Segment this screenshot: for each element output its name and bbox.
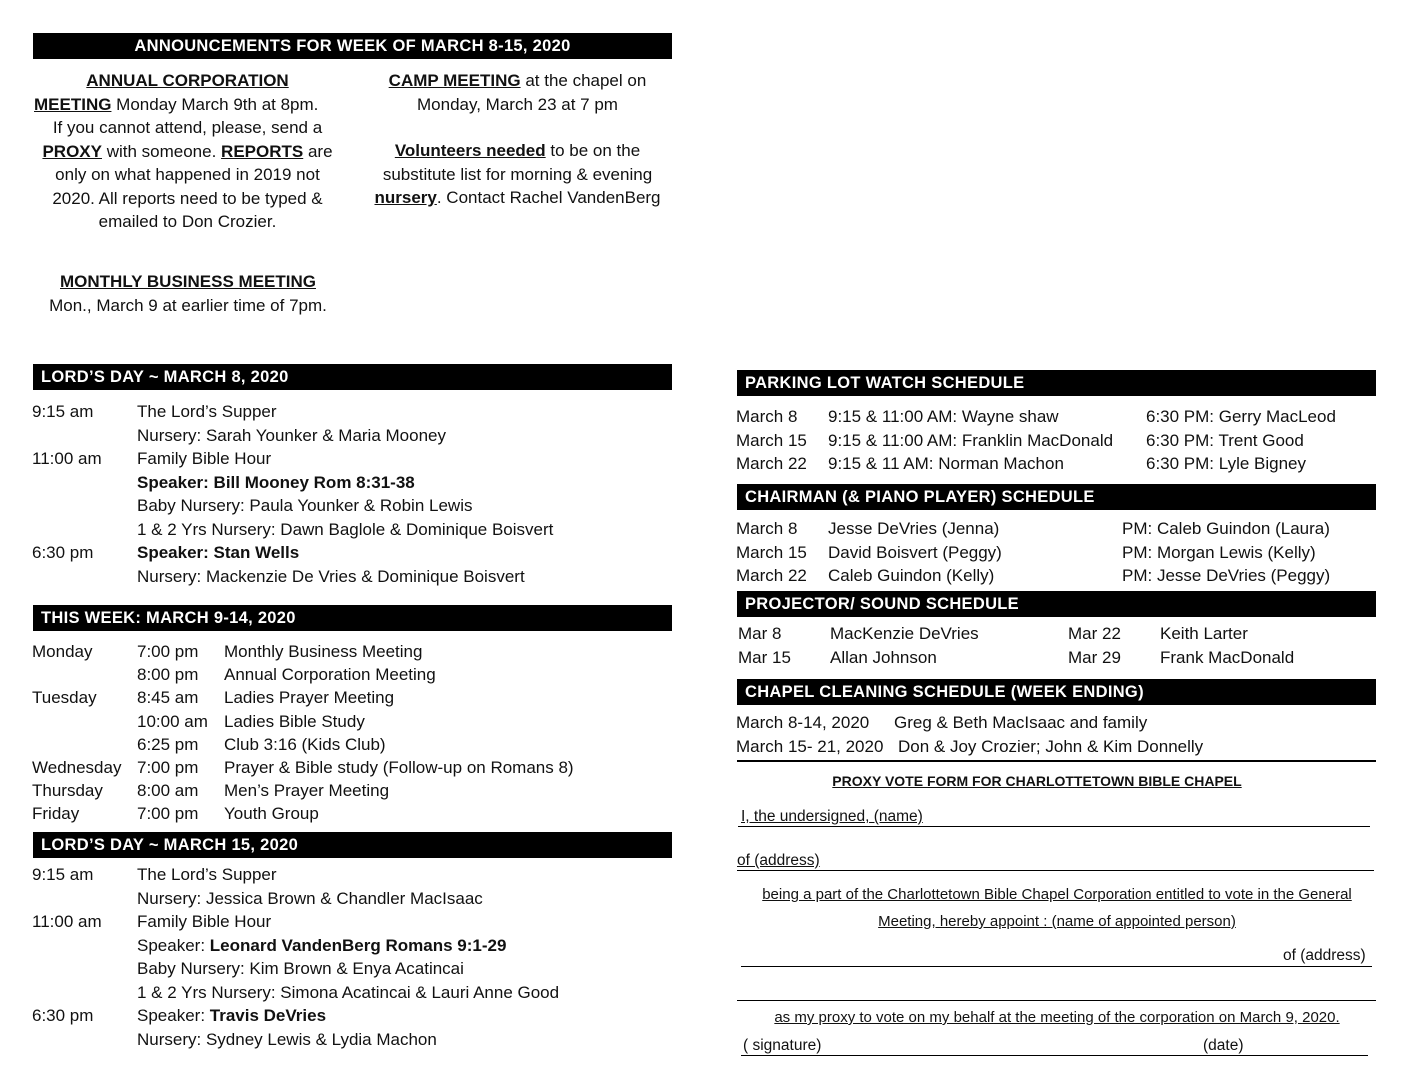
week-row [32,802,672,826]
service-time: 9:15 am [32,402,94,421]
service-time: 11:00 am [32,449,102,468]
cleaning-date: March 15- 21, 2020 [736,737,884,756]
service-detail: Nursery: Sarah Younker & Maria Mooney [137,425,446,445]
signature-label: ( signature) [743,1037,822,1054]
schedule-row [32,957,672,981]
chairman-am: David Boisvert (Peggy) [828,542,1002,562]
parking-date: March 15 [736,430,807,450]
projector-header: PROJECTOR/ SOUND SCHEDULE [737,591,1376,617]
service-detail-text: Speaker: [137,1006,210,1025]
service-detail: Speaker: Bill Mooney Rom 8:31-38 [137,472,415,492]
schedule-row [32,934,672,958]
announcements-header: ANNOUNCEMENTS FOR WEEK OF MARCH 8-15, 2020 [33,33,672,59]
schedule-row [32,981,672,1005]
service-detail-text: Nursery: Sydney Lewis & Lydia Machon [137,1029,437,1049]
parking-pm: 6:30 PM: Trent Good [1146,430,1304,450]
projector-row [736,646,1376,670]
chairman-date: March 22 [736,566,807,585]
week-time: 10:00 am [137,711,208,731]
reports-keyword: REPORTS [221,141,304,161]
chairman-pm: PM: Morgan Lewis (Kelly) [1122,542,1316,562]
chairman-row [736,541,1376,565]
parking-am: 9:15 & 11:00 AM: Wayne shaw [828,407,1059,426]
corp-heading-2: MEETING [34,94,112,114]
of-address-label-2: of (address) [1283,947,1366,964]
corp-heading: ANNUAL CORPORATION [86,71,289,90]
projector-row [736,622,1376,646]
parking-pm: 6:30 PM: Gerry MacLeod [1146,407,1336,426]
cleaning-names: Greg & Beth MacIsaac and family [894,713,1148,732]
week-event: Ladies Bible Study [224,711,365,731]
week-row [32,710,672,734]
week-day: Friday [32,804,80,824]
service-detail [137,910,271,934]
schedule-row [32,1004,672,1028]
volunteers-heading: Volunteers needed [394,141,546,160]
week-time: 6:25 pm [137,734,199,754]
as-proxy-statement: as my proxy to vote on my behalf at the meeting of the corporation on March 9, 2020. [774,1009,1340,1026]
week-day: Wednesday [32,758,122,777]
service-detail-bold: Travis DeVries [209,1006,327,1025]
service-detail: 1 & 2 Yrs Nursery: Dawn Baglole & Dominique Boisvert [137,519,554,539]
week-row [32,640,672,664]
projector-name: Allan Johnson [830,647,937,667]
week-event: Annual Corporation Meeting [224,665,436,685]
camp-text-1: at the chapel on [520,71,647,90]
service-time: 9:15 am [32,865,94,884]
projector-name: MacKenzie DeVries [830,624,979,643]
week-row [32,663,672,687]
week-time: 8:45 am [137,688,199,708]
week-row [32,686,672,710]
being-statement: being a part of the Charlottetown Bible Chapel Corporation entitled to vote in the General [762,886,1352,903]
schedule-row [32,541,672,565]
address-field-line[interactable] [737,853,1374,871]
week-event: Men’s Prayer Meeting [224,781,390,801]
parking-am: 9:15 & 11:00 AM: Franklin MacDonald [828,430,1114,450]
service-detail [137,957,464,981]
volunteers-announcement [355,139,680,210]
week-event: Ladies Prayer Meeting [224,688,395,708]
service-detail [137,1004,326,1028]
week-day: Thursday [32,781,103,801]
cleaning-row [736,735,1376,759]
schedule-row [32,910,672,934]
week-event: Prayer & Bible study (Follow-up on Romans 8) [224,758,574,777]
parking-row [736,452,1376,476]
schedule-row [32,471,672,495]
schedule-row [32,1028,672,1052]
parking-date: March 22 [736,454,807,473]
service-detail-bold: Leonard VandenBerg Romans 9:1-29 [209,935,507,955]
corp-text-7: emailed to Don Crozier. [98,212,277,231]
service-detail-text: Speaker: [137,935,210,955]
proxy-keyword: PROXY [42,141,102,161]
chairman-am: Jesse DeVries (Jenna) [828,519,1000,538]
week-time: 7:00 pm [137,642,199,661]
projector-name: Frank MacDonald [1160,647,1295,667]
service-detail [137,863,277,887]
schedule-row [32,863,672,887]
business-meeting-announcement [28,270,348,317]
lords-day-march-15-header: LORD’S DAY ~ MARCH 15, 2020 [33,832,672,858]
chairman-pm: PM: Caleb Guindon (Laura) [1122,519,1330,538]
projector-date: Mar 8 [738,624,782,643]
nursery-keyword: nursery [374,188,437,207]
corp-text-6: 2020. All reports need to be typed & [52,188,323,208]
vol-text-3: . Contact Rachel VandenBerg [436,188,661,207]
service-detail [137,981,559,1005]
service-time: 6:30 pm [32,1006,94,1025]
undersigned-label: I, the undersigned, (name) [741,808,923,825]
service-detail-text: Family Bible Hour [137,912,272,931]
projector-name: Keith Larter [1160,624,1248,643]
schedule-row [32,494,672,518]
parking-header: PARKING LOT WATCH SCHEDULE [737,370,1376,396]
week-row [32,756,672,780]
chairman-row [736,517,1376,541]
service-detail: Family Bible Hour [137,449,272,468]
service-detail [137,934,506,958]
projector-date: Mar 22 [1068,624,1121,643]
service-detail: Baby Nursery: Paula Younker & Robin Lewis [137,496,473,515]
schedule-row [32,565,672,589]
chairman-am: Caleb Guindon (Kelly) [828,566,995,585]
cleaning-row [736,711,1376,735]
service-time: 11:00 am [32,912,102,931]
name-field-line[interactable] [738,809,1370,827]
week-time: 8:00 pm [137,665,199,685]
corp-text-2: If you cannot attend, please, send a [52,118,323,137]
camp-heading: CAMP MEETING [388,71,521,90]
service-detail: The Lord’s Supper [137,402,277,421]
schedule-row [32,447,672,471]
week-event: Youth Group [224,804,319,824]
parking-pm: 6:30 PM: Lyle Bigney [1146,454,1307,473]
meeting-statement: Meeting, hereby appoint : (name of appointed person) [878,913,1236,930]
vol-text-1: to be on the [545,141,641,160]
corp-text-5: only on what happened in 2019 not [55,165,320,184]
camp-text-2: Monday, March 23 at 7 pm [417,94,618,114]
week-day: Monday [32,642,93,661]
corp-text-3: with someone. [101,141,222,161]
vol-text-2: substitute list for morning & evening [382,164,653,184]
camp-meeting-announcement [360,69,675,116]
chairman-header: CHAIRMAN (& PIANO PLAYER) SCHEDULE [737,484,1376,510]
week-day: Tuesday [32,688,97,708]
week-time: 8:00 am [137,781,199,801]
this-week-header: THIS WEEK: MARCH 9-14, 2020 [33,605,672,631]
lords-day-march-8-header: LORD’S DAY ~ MARCH 8, 2020 [33,364,672,390]
service-detail-text: The Lord’s Supper [137,865,277,884]
schedule-row [32,518,672,542]
corp-text-1: Monday March 9th at 8pm. [111,94,319,114]
service-detail: Nursery: Mackenzie De Vries & Dominique Boisvert [137,566,525,586]
service-detail [137,887,483,911]
business-text: Mon., March 9 at earlier time of 7pm. [49,295,327,315]
week-event: Club 3:16 (Kids Club) [224,734,386,754]
chairman-row [736,564,1376,588]
projector-date: Mar 29 [1068,647,1121,667]
week-event: Monthly Business Meeting [224,642,423,661]
schedule-row [32,424,672,448]
service-detail-text: 1 & 2 Yrs Nursery: Simona Acatincai & Lauri Anne Good [137,982,560,1002]
date-label: (date) [1203,1037,1244,1054]
appointee-field-line[interactable] [741,948,1372,967]
schedule-row [32,887,672,911]
chairman-date: March 15 [736,542,807,562]
cleaning-header: CHAPEL CLEANING SCHEDULE (WEEK ENDING) [737,679,1376,705]
parking-date: March 8 [736,407,798,426]
projector-date: Mar 15 [738,647,791,667]
proxy-form-title: PROXY VOTE FORM FOR CHARLOTTETOWN BIBLE CHAPEL [832,773,1242,789]
week-row [32,779,672,803]
parking-row [736,429,1376,453]
parking-row [736,405,1376,429]
signature-field-line[interactable] [741,1038,1368,1056]
chairman-pm: PM: Jesse DeVries (Peggy) [1122,566,1331,585]
service-time: 6:30 pm [32,543,94,562]
week-time: 7:00 pm [137,758,199,777]
service-detail [137,1028,437,1052]
annual-corporation-announcement [30,69,345,234]
service-detail-text: Baby Nursery: Kim Brown & Enya Acatincai [137,959,464,978]
service-detail: Speaker: Stan Wells [137,543,300,562]
chairman-date: March 8 [736,519,798,538]
week-time: 7:00 pm [137,804,199,824]
cleaning-date: March 8-14, 2020 [736,713,870,732]
business-heading: MONTHLY BUSINESS MEETING [60,272,316,291]
service-detail-text: Nursery: Jessica Brown & Chandler MacIsaac [137,888,483,908]
corp-text-4: are [303,141,333,161]
of-address-label: of (address) [737,852,820,869]
parking-am: 9:15 & 11 AM: Norman Machon [828,454,1064,473]
schedule-row [32,400,672,424]
week-row [32,733,672,757]
proxy-top-divider [737,760,1376,762]
cleaning-names: Don & Joy Crozier; John & Kim Donnelly [898,737,1204,756]
appointee-address-line[interactable] [737,984,1376,1001]
